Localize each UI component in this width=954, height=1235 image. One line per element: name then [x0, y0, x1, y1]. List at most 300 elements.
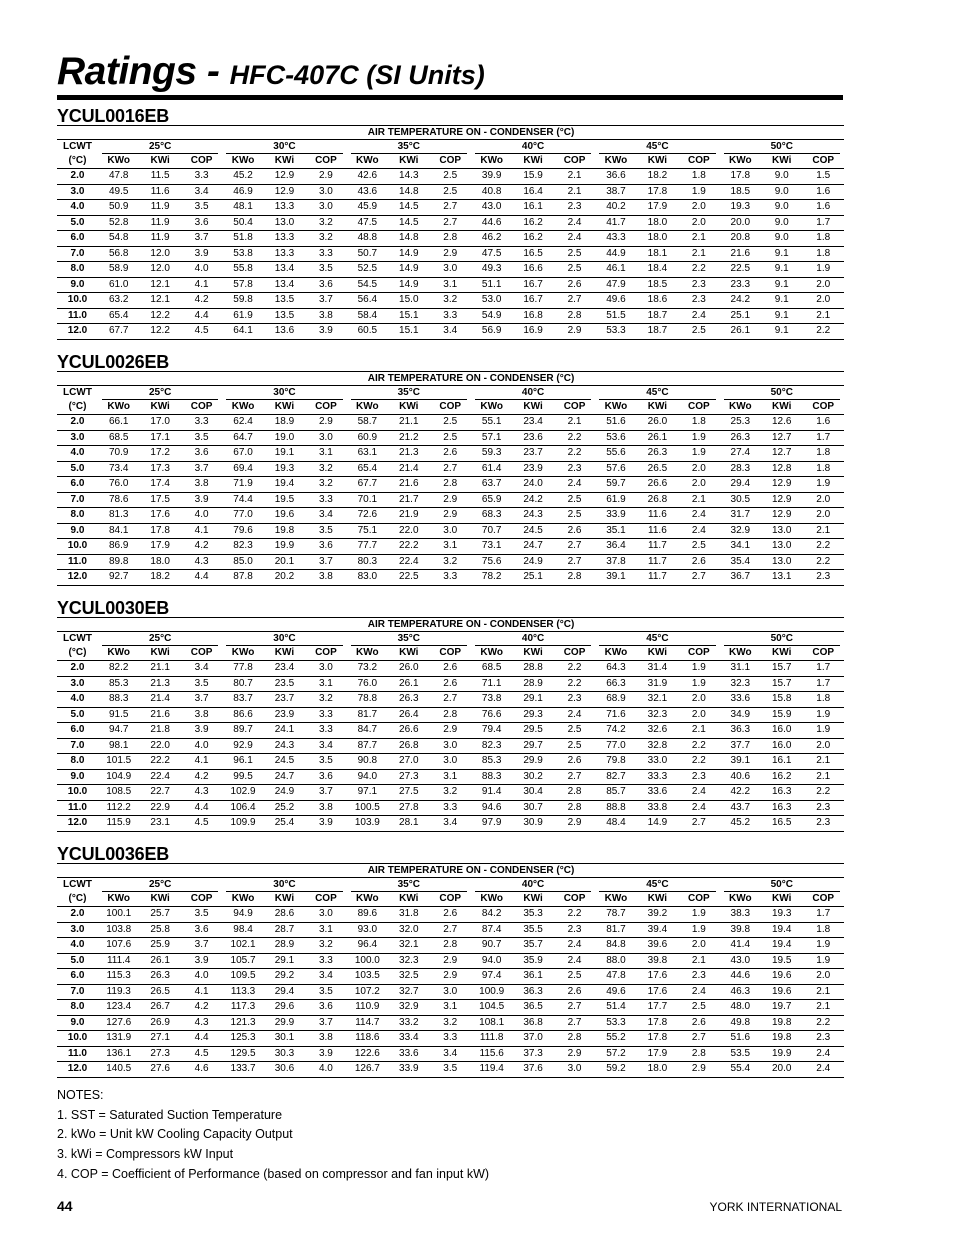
table-cell: 1.7 [802, 430, 844, 446]
table-cell: 3.8 [305, 308, 346, 324]
table-cell: 36.4 [595, 539, 636, 555]
table-cell: 13.3 [264, 200, 305, 216]
table-cell: 4.2 [181, 293, 222, 309]
lcwt-value: 9.0 [57, 277, 98, 293]
table-cell: 67.7 [98, 324, 139, 340]
table-cell: 1.9 [678, 907, 719, 923]
table-row [57, 707, 844, 723]
table-cell: 37.7 [720, 738, 761, 754]
table-cell: 2.2 [678, 754, 719, 770]
table-cell: 47.5 [347, 215, 388, 231]
table-cell: 85.0 [222, 554, 263, 570]
temp-label: 40°C [475, 878, 591, 892]
table-cell: 9.1 [761, 277, 802, 293]
table-cell: 1.8 [802, 692, 844, 708]
table-cell: 2.2 [678, 738, 719, 754]
temp-label: 30°C [226, 386, 342, 400]
column-header: KWi [761, 892, 802, 907]
table-cell: 2.7 [554, 539, 595, 555]
table-cell: 54.8 [98, 231, 139, 247]
table-cell: 9.0 [761, 169, 802, 185]
table-cell: 23.6 [512, 430, 553, 446]
table-cell: 2.9 [554, 1046, 595, 1062]
table-cell: 19.0 [264, 430, 305, 446]
table-cell: 2.1 [802, 984, 844, 1000]
note-item: 2. kWo = Unit kW Cooling Capacity Output [57, 1127, 293, 1142]
column-header: COP [305, 400, 346, 415]
table-cell: 3.5 [305, 523, 346, 539]
table-cell: 26.1 [139, 953, 180, 969]
lcwt-value: 7.0 [57, 738, 98, 754]
table-cell: 14.8 [388, 231, 429, 247]
table-cell: 2.8 [554, 800, 595, 816]
table-cell: 55.4 [720, 1062, 761, 1078]
table-cell: 30.7 [512, 800, 553, 816]
table-cell: 19.4 [761, 938, 802, 954]
table-cell: 61.9 [595, 492, 636, 508]
note-item: 4. COP = Coefficient of Performance (based on compressor and fan input kW) [57, 1166, 490, 1181]
table-cell: 4.3 [181, 1015, 222, 1031]
table-cell: 3.0 [305, 184, 346, 200]
table-cell: 3.6 [181, 446, 222, 462]
table-cell: 21.1 [388, 415, 429, 431]
table-cell: 35.7 [512, 938, 553, 954]
table-cell: 61.0 [98, 277, 139, 293]
temp-label: 25°C [102, 386, 218, 400]
table-cell: 16.0 [761, 738, 802, 754]
table-cell: 3.2 [305, 215, 346, 231]
table-cell: 16.8 [512, 308, 553, 324]
table-cell: 3.5 [430, 1062, 471, 1078]
table-cell: 30.2 [512, 769, 553, 785]
table-cell: 3.3 [430, 570, 471, 586]
table-cell: 2.6 [554, 523, 595, 539]
temp-group-header [347, 632, 471, 647]
table-cell: 88.0 [595, 953, 636, 969]
table-cell: 1.8 [678, 415, 719, 431]
table-cell: 21.4 [139, 692, 180, 708]
table-cell: 22.7 [139, 785, 180, 801]
column-header: COP [554, 400, 595, 415]
table-cell: 2.9 [430, 723, 471, 739]
table-cell: 26.5 [637, 461, 678, 477]
table-cell: 29.1 [264, 953, 305, 969]
table-cell: 32.3 [637, 707, 678, 723]
table-cell: 17.8 [637, 184, 678, 200]
table-cell: 25.2 [264, 800, 305, 816]
lcwt-value: 3.0 [57, 676, 98, 692]
table-cell: 2.6 [554, 277, 595, 293]
table-cell: 2.1 [678, 953, 719, 969]
table-cell: 90.7 [471, 938, 512, 954]
table-cell: 26.7 [139, 1000, 180, 1016]
table-cell: 82.3 [222, 539, 263, 555]
table-cell: 29.4 [720, 477, 761, 493]
table-cell: 3.7 [181, 692, 222, 708]
table-cell: 41.7 [595, 215, 636, 231]
table-cell: 2.2 [554, 661, 595, 677]
table-cell: 2.1 [554, 184, 595, 200]
table-cell: 27.1 [139, 1031, 180, 1047]
table-cell: 37.0 [512, 1031, 553, 1047]
table-cell: 2.4 [554, 231, 595, 247]
temp-label: 35°C [351, 386, 467, 400]
column-header: KWi [761, 154, 802, 169]
table-cell: 25.8 [139, 922, 180, 938]
column-header: COP [181, 400, 222, 415]
table-cell: 38.3 [720, 907, 761, 923]
table-cell: 13.0 [264, 215, 305, 231]
rating-section [57, 846, 844, 1078]
table-cell: 47.9 [595, 277, 636, 293]
table-cell: 51.5 [595, 308, 636, 324]
column-header: KWi [512, 400, 553, 415]
table-cell: 43.6 [347, 184, 388, 200]
table-row [57, 984, 844, 1000]
table-cell: 55.1 [471, 415, 512, 431]
table-cell: 27.6 [139, 1062, 180, 1078]
table-cell: 1.9 [678, 661, 719, 677]
table-cell: 28.9 [512, 676, 553, 692]
table-cell: 33.6 [388, 1046, 429, 1062]
table-cell: 2.3 [678, 293, 719, 309]
table-cell: 59.7 [595, 477, 636, 493]
column-header: KWi [264, 400, 305, 415]
table-cell: 3.9 [305, 324, 346, 340]
table-cell: 21.1 [139, 661, 180, 677]
table-cell: 106.4 [222, 800, 263, 816]
table-cell: 19.9 [761, 1046, 802, 1062]
table-cell: 17.6 [637, 984, 678, 1000]
column-header: KWo [595, 154, 636, 169]
table-cell: 19.5 [761, 953, 802, 969]
table-cell: 3.7 [305, 785, 346, 801]
table-cell: 51.1 [471, 277, 512, 293]
column-header: KWi [388, 400, 429, 415]
table-cell: 2.7 [554, 769, 595, 785]
table-cell: 35.3 [512, 907, 553, 923]
column-header: COP [305, 154, 346, 169]
table-cell: 87.4 [471, 922, 512, 938]
table-cell: 2.5 [554, 508, 595, 524]
table-cell: 3.4 [305, 969, 346, 985]
table-cell: 19.8 [761, 1015, 802, 1031]
table-cell: 28.9 [264, 938, 305, 954]
lcwt-value: 12.0 [57, 324, 98, 340]
table-cell: 13.6 [264, 324, 305, 340]
table-cell: 1.6 [802, 415, 844, 431]
column-header: COP [305, 646, 346, 661]
table-cell: 29.6 [264, 1000, 305, 1016]
table-cell: 89.7 [222, 723, 263, 739]
table-cell: 3.0 [430, 262, 471, 278]
table-cell: 22.4 [388, 554, 429, 570]
table-cell: 36.7 [720, 570, 761, 586]
table-cell: 85.3 [471, 754, 512, 770]
table-cell: 3.1 [305, 922, 346, 938]
table-cell: 42.2 [720, 785, 761, 801]
table-cell: 16.0 [761, 723, 802, 739]
table-cell: 1.9 [802, 953, 844, 969]
table-cell: 92.9 [222, 738, 263, 754]
lcwt-label: LCWT [57, 878, 98, 893]
table-cell: 30.6 [264, 1062, 305, 1078]
table-cell: 16.5 [761, 816, 802, 832]
table-cell: 26.1 [637, 430, 678, 446]
page-number: 44 [57, 1198, 73, 1214]
table-cell: 53.8 [222, 246, 263, 262]
table-cell: 2.9 [430, 953, 471, 969]
table-cell: 12.2 [139, 324, 180, 340]
table-cell: 23.7 [264, 692, 305, 708]
table-cell: 102.1 [222, 938, 263, 954]
table-cell: 1.6 [802, 184, 844, 200]
table-cell: 18.6 [637, 293, 678, 309]
table-row [57, 215, 844, 231]
table-cell: 3.9 [305, 816, 346, 832]
temp-group-header [222, 386, 346, 401]
temp-label: 40°C [475, 632, 591, 646]
table-cell: 84.1 [98, 523, 139, 539]
table-cell: 29.2 [264, 969, 305, 985]
table-cell: 76.6 [471, 707, 512, 723]
table-cell: 73.8 [471, 692, 512, 708]
table-cell: 33.4 [388, 1031, 429, 1047]
table-cell: 84.8 [595, 938, 636, 954]
table-cell: 2.7 [430, 215, 471, 231]
table-cell: 1.7 [802, 676, 844, 692]
table-cell: 2.4 [678, 785, 719, 801]
table-cell: 13.3 [264, 246, 305, 262]
table-cell: 2.4 [678, 523, 719, 539]
table-cell: 3.3 [181, 415, 222, 431]
table-cell: 19.6 [761, 984, 802, 1000]
table-cell: 35.4 [720, 554, 761, 570]
table-cell: 60.5 [347, 324, 388, 340]
table-cell: 3.8 [305, 800, 346, 816]
table-row [57, 492, 844, 508]
title-sub: HFC-407C (SI Units) [229, 60, 485, 90]
table-cell: 17.2 [139, 446, 180, 462]
table-cell: 30.5 [720, 492, 761, 508]
table-cell: 11.9 [139, 215, 180, 231]
table-cell: 82.2 [98, 661, 139, 677]
table-cell: 2.4 [678, 984, 719, 1000]
temp-label: 30°C [226, 878, 342, 892]
table-cell: 22.5 [720, 262, 761, 278]
table-row [57, 277, 844, 293]
table-cell: 3.0 [554, 1062, 595, 1078]
table-cell: 26.3 [139, 969, 180, 985]
table-cell: 37.8 [595, 554, 636, 570]
lcwt-value: 10.0 [57, 293, 98, 309]
table-cell: 2.0 [678, 477, 719, 493]
table-cell: 26.3 [637, 446, 678, 462]
table-cell: 15.9 [761, 707, 802, 723]
temp-label: 35°C [351, 140, 467, 154]
column-header: KWo [720, 400, 761, 415]
table-cell: 75.1 [347, 523, 388, 539]
table-cell: 4.3 [181, 785, 222, 801]
table-cell: 15.1 [388, 324, 429, 340]
table-cell: 45.2 [720, 816, 761, 832]
table-cell: 13.5 [264, 308, 305, 324]
table-cell: 9.0 [761, 215, 802, 231]
temp-group-header [595, 386, 719, 401]
temp-label: 35°C [351, 878, 467, 892]
table-cell: 14.8 [388, 184, 429, 200]
table-cell: 25.4 [264, 816, 305, 832]
table-cell: 24.3 [512, 508, 553, 524]
table-cell: 19.8 [761, 1031, 802, 1047]
table-cell: 18.9 [264, 415, 305, 431]
table-cell: 1.9 [802, 723, 844, 739]
table-cell: 18.0 [637, 1062, 678, 1078]
table-cell: 79.8 [595, 754, 636, 770]
table-cell: 47.5 [471, 246, 512, 262]
table-row [57, 800, 844, 816]
table-cell: 1.8 [802, 922, 844, 938]
table-row [57, 969, 844, 985]
table-cell: 66.1 [98, 415, 139, 431]
table-cell: 1.6 [802, 200, 844, 216]
table-cell: 3.1 [430, 539, 471, 555]
table-cell: 14.5 [388, 215, 429, 231]
column-header: COP [430, 892, 471, 907]
ratings-table [57, 617, 844, 832]
table-cell: 2.1 [802, 754, 844, 770]
table-cell: 3.4 [430, 816, 471, 832]
table-cell: 104.5 [471, 1000, 512, 1016]
column-header: COP [181, 154, 222, 169]
table-cell: 36.5 [512, 1000, 553, 1016]
table-cell: 33.9 [595, 508, 636, 524]
table-cell: 15.1 [388, 308, 429, 324]
lcwt-value: 12.0 [57, 570, 98, 586]
table-cell: 3.7 [181, 231, 222, 247]
table-cell: 3.4 [181, 661, 222, 677]
table-cell: 24.1 [264, 723, 305, 739]
table-cell: 13.5 [264, 293, 305, 309]
table-cell: 12.0 [139, 246, 180, 262]
table-cell: 77.8 [222, 661, 263, 677]
temp-group-header [98, 140, 222, 155]
table-cell: 17.0 [139, 415, 180, 431]
table-cell: 23.4 [512, 415, 553, 431]
table-cell: 2.7 [678, 1031, 719, 1047]
table-cell: 2.9 [430, 969, 471, 985]
temp-group-header [720, 386, 844, 401]
table-cell: 100.1 [98, 907, 139, 923]
table-cell: 2.5 [554, 246, 595, 262]
table-cell: 15.7 [761, 676, 802, 692]
table-cell: 3.5 [181, 200, 222, 216]
table-cell: 11.7 [637, 554, 678, 570]
table-cell: 23.9 [512, 461, 553, 477]
table-cell: 30.9 [512, 816, 553, 832]
table-cell: 88.3 [98, 692, 139, 708]
table-cell: 2.9 [305, 169, 346, 185]
table-cell: 17.1 [139, 430, 180, 446]
table-cell: 3.5 [305, 754, 346, 770]
table-cell: 17.9 [637, 200, 678, 216]
table-cell: 32.3 [388, 953, 429, 969]
table-cell: 2.6 [430, 446, 471, 462]
table-cell: 13.0 [761, 554, 802, 570]
table-cell: 3.6 [305, 769, 346, 785]
table-cell: 19.3 [264, 461, 305, 477]
company-name: YORK INTERNATIONAL [709, 1200, 842, 1214]
table-cell: 57.2 [595, 1046, 636, 1062]
table-cell: 28.3 [720, 461, 761, 477]
table-cell: 24.9 [264, 785, 305, 801]
table-row [57, 324, 844, 340]
table-cell: 2.4 [554, 938, 595, 954]
lcwt-value: 5.0 [57, 215, 98, 231]
column-header: KWi [761, 400, 802, 415]
temp-label: 25°C [102, 632, 218, 646]
table-cell: 26.9 [139, 1015, 180, 1031]
table-cell: 26.3 [388, 692, 429, 708]
table-cell: 9.1 [761, 262, 802, 278]
table-cell: 18.2 [139, 570, 180, 586]
table-cell: 56.9 [471, 324, 512, 340]
lcwt-value: 11.0 [57, 1046, 98, 1062]
table-cell: 16.3 [761, 800, 802, 816]
table-cell: 90.8 [347, 754, 388, 770]
column-header: KWo [347, 646, 388, 661]
table-cell: 1.9 [802, 938, 844, 954]
table-cell: 111.8 [471, 1031, 512, 1047]
column-header: KWo [98, 646, 139, 661]
table-cell: 36.6 [595, 169, 636, 185]
table-cell: 31.9 [637, 676, 678, 692]
temp-label: 45°C [599, 878, 715, 892]
table-cell: 73.1 [471, 539, 512, 555]
temp-group-header [98, 878, 222, 893]
table-cell: 1.9 [802, 477, 844, 493]
lcwt-value: 3.0 [57, 430, 98, 446]
table-cell: 2.3 [802, 800, 844, 816]
table-row [57, 769, 844, 785]
table-row [57, 1015, 844, 1031]
table-cell: 4.0 [181, 969, 222, 985]
table-cell: 3.0 [430, 754, 471, 770]
table-cell: 4.1 [181, 984, 222, 1000]
table-row [57, 816, 844, 832]
temp-group-header [347, 386, 471, 401]
table-cell: 94.0 [347, 769, 388, 785]
table-cell: 122.6 [347, 1046, 388, 1062]
table-row [57, 1000, 844, 1016]
table-cell: 3.1 [305, 676, 346, 692]
lcwt-value: 11.0 [57, 800, 98, 816]
table-cell: 11.9 [139, 200, 180, 216]
table-cell: 53.3 [595, 1015, 636, 1031]
table-cell: 14.9 [388, 246, 429, 262]
table-cell: 2.4 [678, 308, 719, 324]
column-header: KWi [139, 154, 180, 169]
lcwt-value: 8.0 [57, 754, 98, 770]
table-cell: 22.2 [388, 539, 429, 555]
table-cell: 3.8 [305, 1031, 346, 1047]
column-header: COP [554, 646, 595, 661]
table-cell: 39.1 [720, 754, 761, 770]
table-cell: 33.0 [637, 754, 678, 770]
table-cell: 24.5 [512, 523, 553, 539]
column-header: KWi [637, 646, 678, 661]
table-cell: 12.8 [761, 461, 802, 477]
